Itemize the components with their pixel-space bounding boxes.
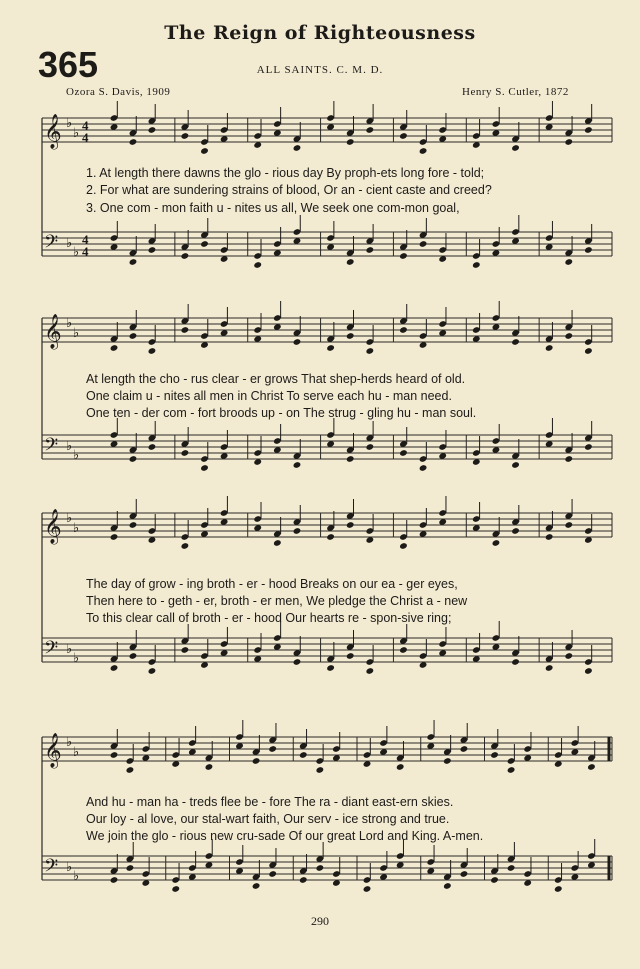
lyric-line: Our loy - al love, our stal-wart faith, Our serv - ice strong and true. (86, 812, 450, 826)
note-head (490, 751, 499, 759)
note-head (363, 885, 372, 893)
composer-credit: Henry S. Cutler, 1872 (462, 86, 569, 98)
time-signature: 4 (82, 118, 89, 133)
note-head (584, 667, 593, 675)
note-head (110, 344, 119, 352)
flat-icon: ♭ (73, 869, 80, 884)
flat-icon: ♭ (66, 860, 73, 875)
note-head (564, 521, 573, 529)
note-head (545, 344, 554, 352)
time-signature: 4 (82, 232, 89, 247)
note-head (316, 864, 325, 872)
note-head (419, 240, 428, 248)
note-head (472, 261, 481, 269)
note-head (346, 332, 355, 340)
note-head (148, 667, 157, 675)
note-head (545, 664, 554, 672)
note-head (511, 461, 520, 469)
note-head (200, 240, 209, 248)
lyric-line: 3. One com - mon faith u - nites us all, We seek one com-mon goal, (86, 201, 460, 215)
note-head (554, 885, 563, 893)
note-head (399, 542, 408, 550)
note-head (181, 132, 190, 140)
note-head (148, 126, 157, 134)
note-head (326, 344, 335, 352)
note-head (252, 882, 261, 890)
lyric-line: We join the glo - rious new cru-sade Of our great Lord and King. A-men. (86, 829, 484, 843)
note-head (129, 258, 138, 266)
note-head (293, 338, 302, 346)
note-head (253, 261, 262, 269)
treble-clef-icon: 𝄞 (44, 733, 62, 768)
note-head (399, 326, 408, 334)
note-head (200, 464, 209, 472)
note-head (200, 147, 209, 155)
lyric-line: And hu - man ha - treds flee be - fore The ra - diant east-ern skies. (86, 795, 454, 809)
note-head (110, 664, 119, 672)
lyric-line: The day of grow - ing broth - er - hood Breaks on our ea - ger eyes, (86, 577, 458, 591)
note-head (511, 338, 520, 346)
note-head (110, 533, 119, 541)
note-head (268, 870, 277, 878)
note-head (346, 521, 355, 529)
note-head (268, 745, 277, 753)
note-head (396, 763, 405, 771)
note-head (252, 757, 261, 765)
note-head (399, 449, 408, 457)
lyric-line: One ten - der com - fort broods up - on The strug - gling hu - man soul. (86, 406, 477, 420)
note-head (564, 258, 573, 266)
note-head (126, 864, 135, 872)
note-head (293, 461, 302, 469)
flat-icon: ♭ (73, 448, 80, 463)
note-head (587, 763, 596, 771)
flat-icon: ♭ (66, 439, 73, 454)
note-head (443, 757, 452, 765)
lyric-line: Then here to - geth - er, broth - er men, We pledge the Christ a - new (86, 594, 468, 608)
hymn-title: The Reign of Righteousness (164, 22, 476, 44)
note-head (293, 527, 302, 535)
time-signature: 4 (82, 244, 89, 259)
note-head (399, 252, 408, 260)
note-head (584, 126, 593, 134)
note-head (490, 876, 499, 884)
note-head (110, 751, 119, 759)
note-head (293, 144, 302, 152)
lyric-line: At length the cho - rus clear - er grows That shep-herds heard of old. (86, 372, 466, 386)
note-head (507, 766, 516, 774)
treble-clef-icon: 𝄞 (44, 314, 62, 349)
note-head (492, 539, 501, 547)
time-signature: 4 (82, 130, 89, 145)
note-head (299, 876, 308, 884)
note-head (545, 533, 554, 541)
author-credit: Ozora S. Davis, 1909 (66, 86, 171, 98)
lyric-line: 1. At length there dawns the glo - rious day By proph-ets long fore - told; (86, 166, 485, 180)
note-head (460, 870, 469, 878)
note-head (273, 539, 282, 547)
note-head (511, 658, 520, 666)
note-head (299, 751, 308, 759)
treble-clef-icon: 𝄞 (44, 114, 62, 149)
note-head (181, 252, 190, 260)
note-head (366, 347, 375, 355)
note-head (366, 667, 375, 675)
note-head (460, 745, 469, 753)
note-head (366, 443, 375, 451)
flat-icon: ♭ (66, 642, 73, 657)
note-head (443, 882, 452, 890)
note-head (346, 138, 355, 146)
note-head (148, 347, 157, 355)
note-head (564, 332, 573, 340)
note-head (346, 258, 355, 266)
note-head (181, 542, 190, 550)
note-head (148, 246, 157, 254)
note-head (129, 652, 138, 660)
lyric-line: To this clear call of broth - er - hood Our hearts re - spon-sive ring; (86, 611, 452, 625)
note-head (399, 132, 408, 140)
flat-icon: ♭ (66, 735, 73, 750)
note-head (171, 885, 180, 893)
bass-clef-icon: 𝄢 (44, 435, 59, 460)
note-head (564, 455, 573, 463)
page-number: 290 (311, 914, 329, 928)
flat-icon: ♭ (73, 651, 80, 666)
tune-name: ALL SAINTS. C. M. D. (256, 64, 384, 76)
note-head (129, 455, 138, 463)
note-head (507, 864, 516, 872)
note-head (346, 455, 355, 463)
note-head (511, 144, 520, 152)
note-head (419, 464, 428, 472)
note-head (181, 646, 190, 654)
note-head (584, 246, 593, 254)
note-head (366, 246, 375, 254)
note-head (584, 347, 593, 355)
flat-icon: ♭ (66, 316, 73, 331)
note-head (126, 766, 135, 774)
flat-icon: ♭ (73, 126, 80, 141)
note-head (564, 138, 573, 146)
note-head (346, 652, 355, 660)
note-head (129, 332, 138, 340)
note-head (584, 443, 593, 451)
note-head (129, 521, 138, 529)
bass-clef-icon: 𝄢 (44, 856, 59, 881)
note-head (511, 527, 520, 535)
note-head (399, 646, 408, 654)
note-head (181, 326, 190, 334)
note-head (366, 126, 375, 134)
lyric-line: One claim u - nites all men in Christ To serve each hu - man need. (86, 389, 452, 403)
note-head (326, 533, 335, 541)
treble-clef-icon: 𝄞 (44, 509, 62, 544)
note-head (148, 443, 157, 451)
note-head (293, 658, 302, 666)
bass-clef-icon: 𝄢 (44, 638, 59, 663)
note-head (316, 766, 325, 774)
note-head (564, 652, 573, 660)
bass-clef-icon: 𝄢 (44, 232, 59, 257)
flat-icon: ♭ (73, 326, 80, 341)
flat-icon: ♭ (66, 116, 73, 131)
flat-icon: ♭ (66, 511, 73, 526)
note-head (110, 876, 119, 884)
note-head (181, 449, 190, 457)
lyric-line: 2. For what are sundering strains of blood, Or an - cient caste and creed? (86, 183, 492, 197)
note-head (205, 763, 214, 771)
flat-icon: ♭ (73, 521, 80, 536)
flat-icon: ♭ (73, 245, 80, 260)
flat-icon: ♭ (73, 745, 80, 760)
note-head (419, 147, 428, 155)
note-head (326, 664, 335, 672)
flat-icon: ♭ (66, 236, 73, 251)
note-head (129, 138, 138, 146)
hymn-number: 365 (38, 44, 99, 85)
